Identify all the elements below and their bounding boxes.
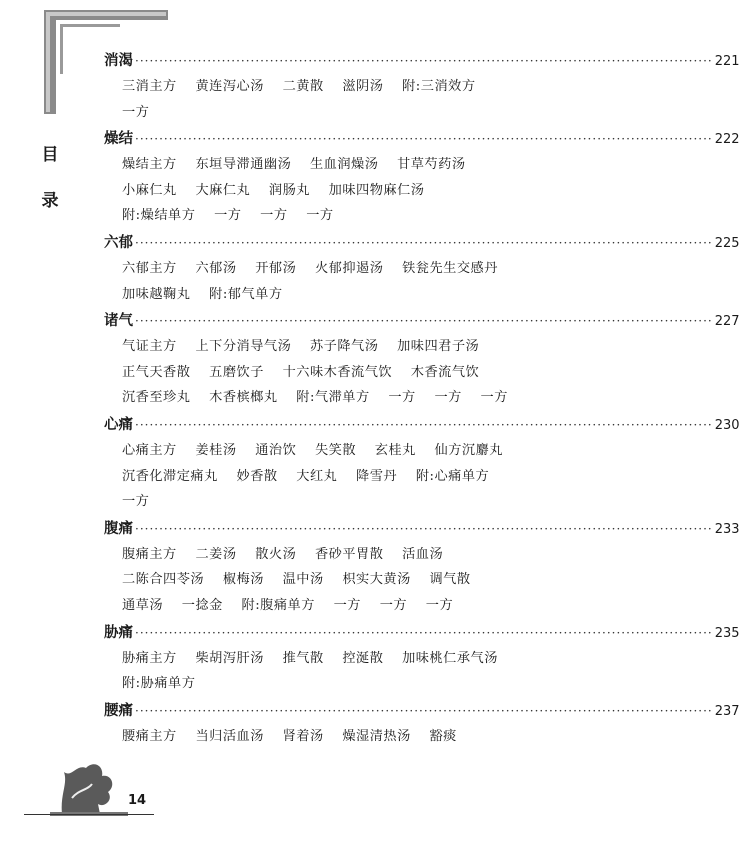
list-item: 一方 xyxy=(425,597,454,613)
list-item: 二陈合四苓汤 xyxy=(122,572,205,588)
list-item: 降雪丹 xyxy=(356,468,398,484)
list-item: 加味越鞠丸 xyxy=(122,286,191,302)
list-item: 一方 xyxy=(434,390,462,406)
toc-entry-page: 230 xyxy=(714,417,740,433)
toc-entry-items xyxy=(104,542,524,619)
list-item: 一方 xyxy=(480,390,508,406)
toc-entry-heading[interactable] xyxy=(104,620,740,646)
list-item: 二姜汤 xyxy=(195,546,237,562)
dot-leader: ························································································································ xyxy=(135,521,713,536)
list-item: 附:腹痛单方 xyxy=(241,597,315,613)
toc-entry-title: 消渴 xyxy=(104,52,133,69)
list-item: 燥结主方 xyxy=(122,157,177,173)
list-item: 滋阴汤 xyxy=(342,79,384,94)
toc-entry-page: 233 xyxy=(714,521,740,537)
list-item: 附:心痛单方 xyxy=(415,468,490,484)
dot-leader: ························································································································ xyxy=(135,54,713,68)
toc-entry-page: 225 xyxy=(714,235,740,251)
list-item: 二黄散 xyxy=(282,79,324,94)
list-item: 甘草芍药汤 xyxy=(397,157,466,173)
list-item: 一捻金 xyxy=(181,597,223,613)
list-item: 通草汤 xyxy=(122,597,164,613)
list-item: 附:三消效方 xyxy=(402,79,476,94)
list-item: 火郁抑遏汤 xyxy=(314,260,384,276)
list-item: 一方 xyxy=(122,494,150,510)
list-item: 推气散 xyxy=(282,650,324,666)
list-item: 心痛主方 xyxy=(122,442,177,458)
list-item: 十六味木香流气饮 xyxy=(282,364,393,380)
list-item: 枳实大黄汤 xyxy=(342,572,411,588)
list-item: 一方 xyxy=(388,390,416,406)
list-item: 黄连泻心汤 xyxy=(195,79,264,94)
toc-entry-heading[interactable] xyxy=(104,698,740,724)
toc-entry-page: 237 xyxy=(714,703,740,719)
list-item: 一方 xyxy=(333,597,361,613)
list-item: 附:气滞单方 xyxy=(296,390,370,406)
list-item: 附:燥结单方 xyxy=(122,208,196,224)
dot-leader: ························································································································ xyxy=(135,625,713,640)
toc-entry-items xyxy=(104,256,524,307)
list-item: 燥湿清热汤 xyxy=(342,728,411,744)
list-item: 玄桂丸 xyxy=(374,442,416,458)
dot-leader: ························································································································ xyxy=(135,235,713,250)
toc-entry-items xyxy=(104,334,524,411)
toc-entry-page: 221 xyxy=(714,54,740,69)
dot-leader: ························································································································ xyxy=(135,132,713,147)
list-item: 肾着汤 xyxy=(282,728,324,744)
toc-entry-page: 222 xyxy=(714,132,740,148)
toc-entry-items xyxy=(104,74,524,125)
toc-entry-title: 六郁 xyxy=(104,233,133,251)
list-item: 一方 xyxy=(260,208,288,224)
list-item: 腰痛主方 xyxy=(122,728,177,744)
toc-entry-title: 诸气 xyxy=(104,312,133,330)
list-item: 苏子降气汤 xyxy=(309,339,379,355)
dot-leader: ························································································································ xyxy=(135,314,713,329)
list-item: 一方 xyxy=(214,208,242,224)
list-item: 沉香化滞定痛丸 xyxy=(122,468,218,484)
side-title xyxy=(38,132,62,224)
list-item: 一方 xyxy=(379,597,408,613)
list-item: 正气天香散 xyxy=(122,364,191,380)
list-item: 妙香散 xyxy=(236,468,278,484)
list-item: 温中汤 xyxy=(282,572,324,588)
toc-entry-title: 燥结 xyxy=(104,130,133,148)
list-item: 附:胁痛单方 xyxy=(122,676,196,692)
toc-entry-page: 235 xyxy=(714,625,740,641)
list-item: 当归活血汤 xyxy=(195,728,264,744)
list-item: 通治饮 xyxy=(255,442,297,458)
list-item: 失笑散 xyxy=(314,442,357,458)
toc-entry-heading[interactable] xyxy=(104,412,740,438)
list-item: 调气散 xyxy=(429,572,471,588)
list-item: 活血汤 xyxy=(402,546,444,562)
toc-entry-page: 227 xyxy=(714,314,740,330)
list-item: 沉香至珍丸 xyxy=(122,390,191,406)
list-item: 生血润燥汤 xyxy=(309,157,379,173)
list-item: 一方 xyxy=(122,104,150,120)
list-item: 东垣导滞通幽汤 xyxy=(195,157,292,173)
list-item: 大麻仁丸 xyxy=(195,182,251,198)
toc-entry-items xyxy=(104,646,524,697)
toc-entry-title: 心痛 xyxy=(104,415,133,433)
list-item: 开郁汤 xyxy=(255,260,297,276)
list-item: 加味四君子汤 xyxy=(397,339,480,355)
list-item: 木香槟榔丸 xyxy=(209,390,278,406)
side-title-char: 录 xyxy=(41,191,59,211)
toc-entry-heading[interactable] xyxy=(104,230,740,256)
toc-entry-items xyxy=(104,724,524,750)
list-item: 椒梅汤 xyxy=(222,572,264,588)
dot-leader: ························································································································ xyxy=(135,417,713,432)
toc-entry-items xyxy=(104,438,524,515)
page-number: 14 xyxy=(128,793,147,808)
list-item: 小麻仁丸 xyxy=(122,182,177,198)
toc-entry-heading[interactable] xyxy=(104,126,740,152)
dot-leader: ························································································································ xyxy=(135,703,713,718)
list-item: 胁痛主方 xyxy=(122,650,177,666)
list-item: 仙方沉麝丸 xyxy=(434,442,503,458)
list-item: 润肠丸 xyxy=(268,182,310,198)
list-item: 柴胡泻肝汤 xyxy=(195,650,264,666)
list-item: 三消主方 xyxy=(122,79,177,94)
toc-entry-title: 胁痛 xyxy=(104,623,133,641)
list-item: 六郁主方 xyxy=(122,260,177,276)
list-item: 附:郁气单方 xyxy=(209,286,283,302)
list-item: 散火汤 xyxy=(255,546,297,562)
list-item: 五磨饮子 xyxy=(209,364,264,380)
list-item: 铁瓮先生交感丹 xyxy=(402,260,498,276)
footer-rule xyxy=(24,814,154,815)
list-item: 加味四物麻仁汤 xyxy=(328,182,425,198)
list-item: 控涎散 xyxy=(342,650,384,666)
table-of-contents xyxy=(104,48,740,750)
toc-entry-heading[interactable] xyxy=(104,48,740,74)
list-item: 上下分消导气汤 xyxy=(195,339,292,355)
toc-entry-title: 腹痛 xyxy=(104,519,133,537)
toc-entry-title: 腰痛 xyxy=(104,701,133,719)
list-item: 香砂平胃散 xyxy=(314,546,384,562)
list-item: 豁痰 xyxy=(429,728,457,744)
list-item: 腹痛主方 xyxy=(122,546,177,562)
toc-entry-heading[interactable] xyxy=(104,516,740,542)
tree-ornament-icon xyxy=(42,754,138,820)
toc-entry-items xyxy=(104,152,524,229)
side-title-char: 目 xyxy=(41,145,59,165)
list-item: 木香流气饮 xyxy=(410,364,480,380)
toc-entry-heading[interactable] xyxy=(104,308,740,334)
list-item: 一方 xyxy=(306,208,334,224)
list-item: 大红丸 xyxy=(296,468,338,484)
list-item: 六郁汤 xyxy=(195,260,237,276)
list-item: 气证主方 xyxy=(122,339,177,355)
list-item: 加味桃仁承气汤 xyxy=(402,650,498,666)
list-item: 姜桂汤 xyxy=(195,442,237,458)
